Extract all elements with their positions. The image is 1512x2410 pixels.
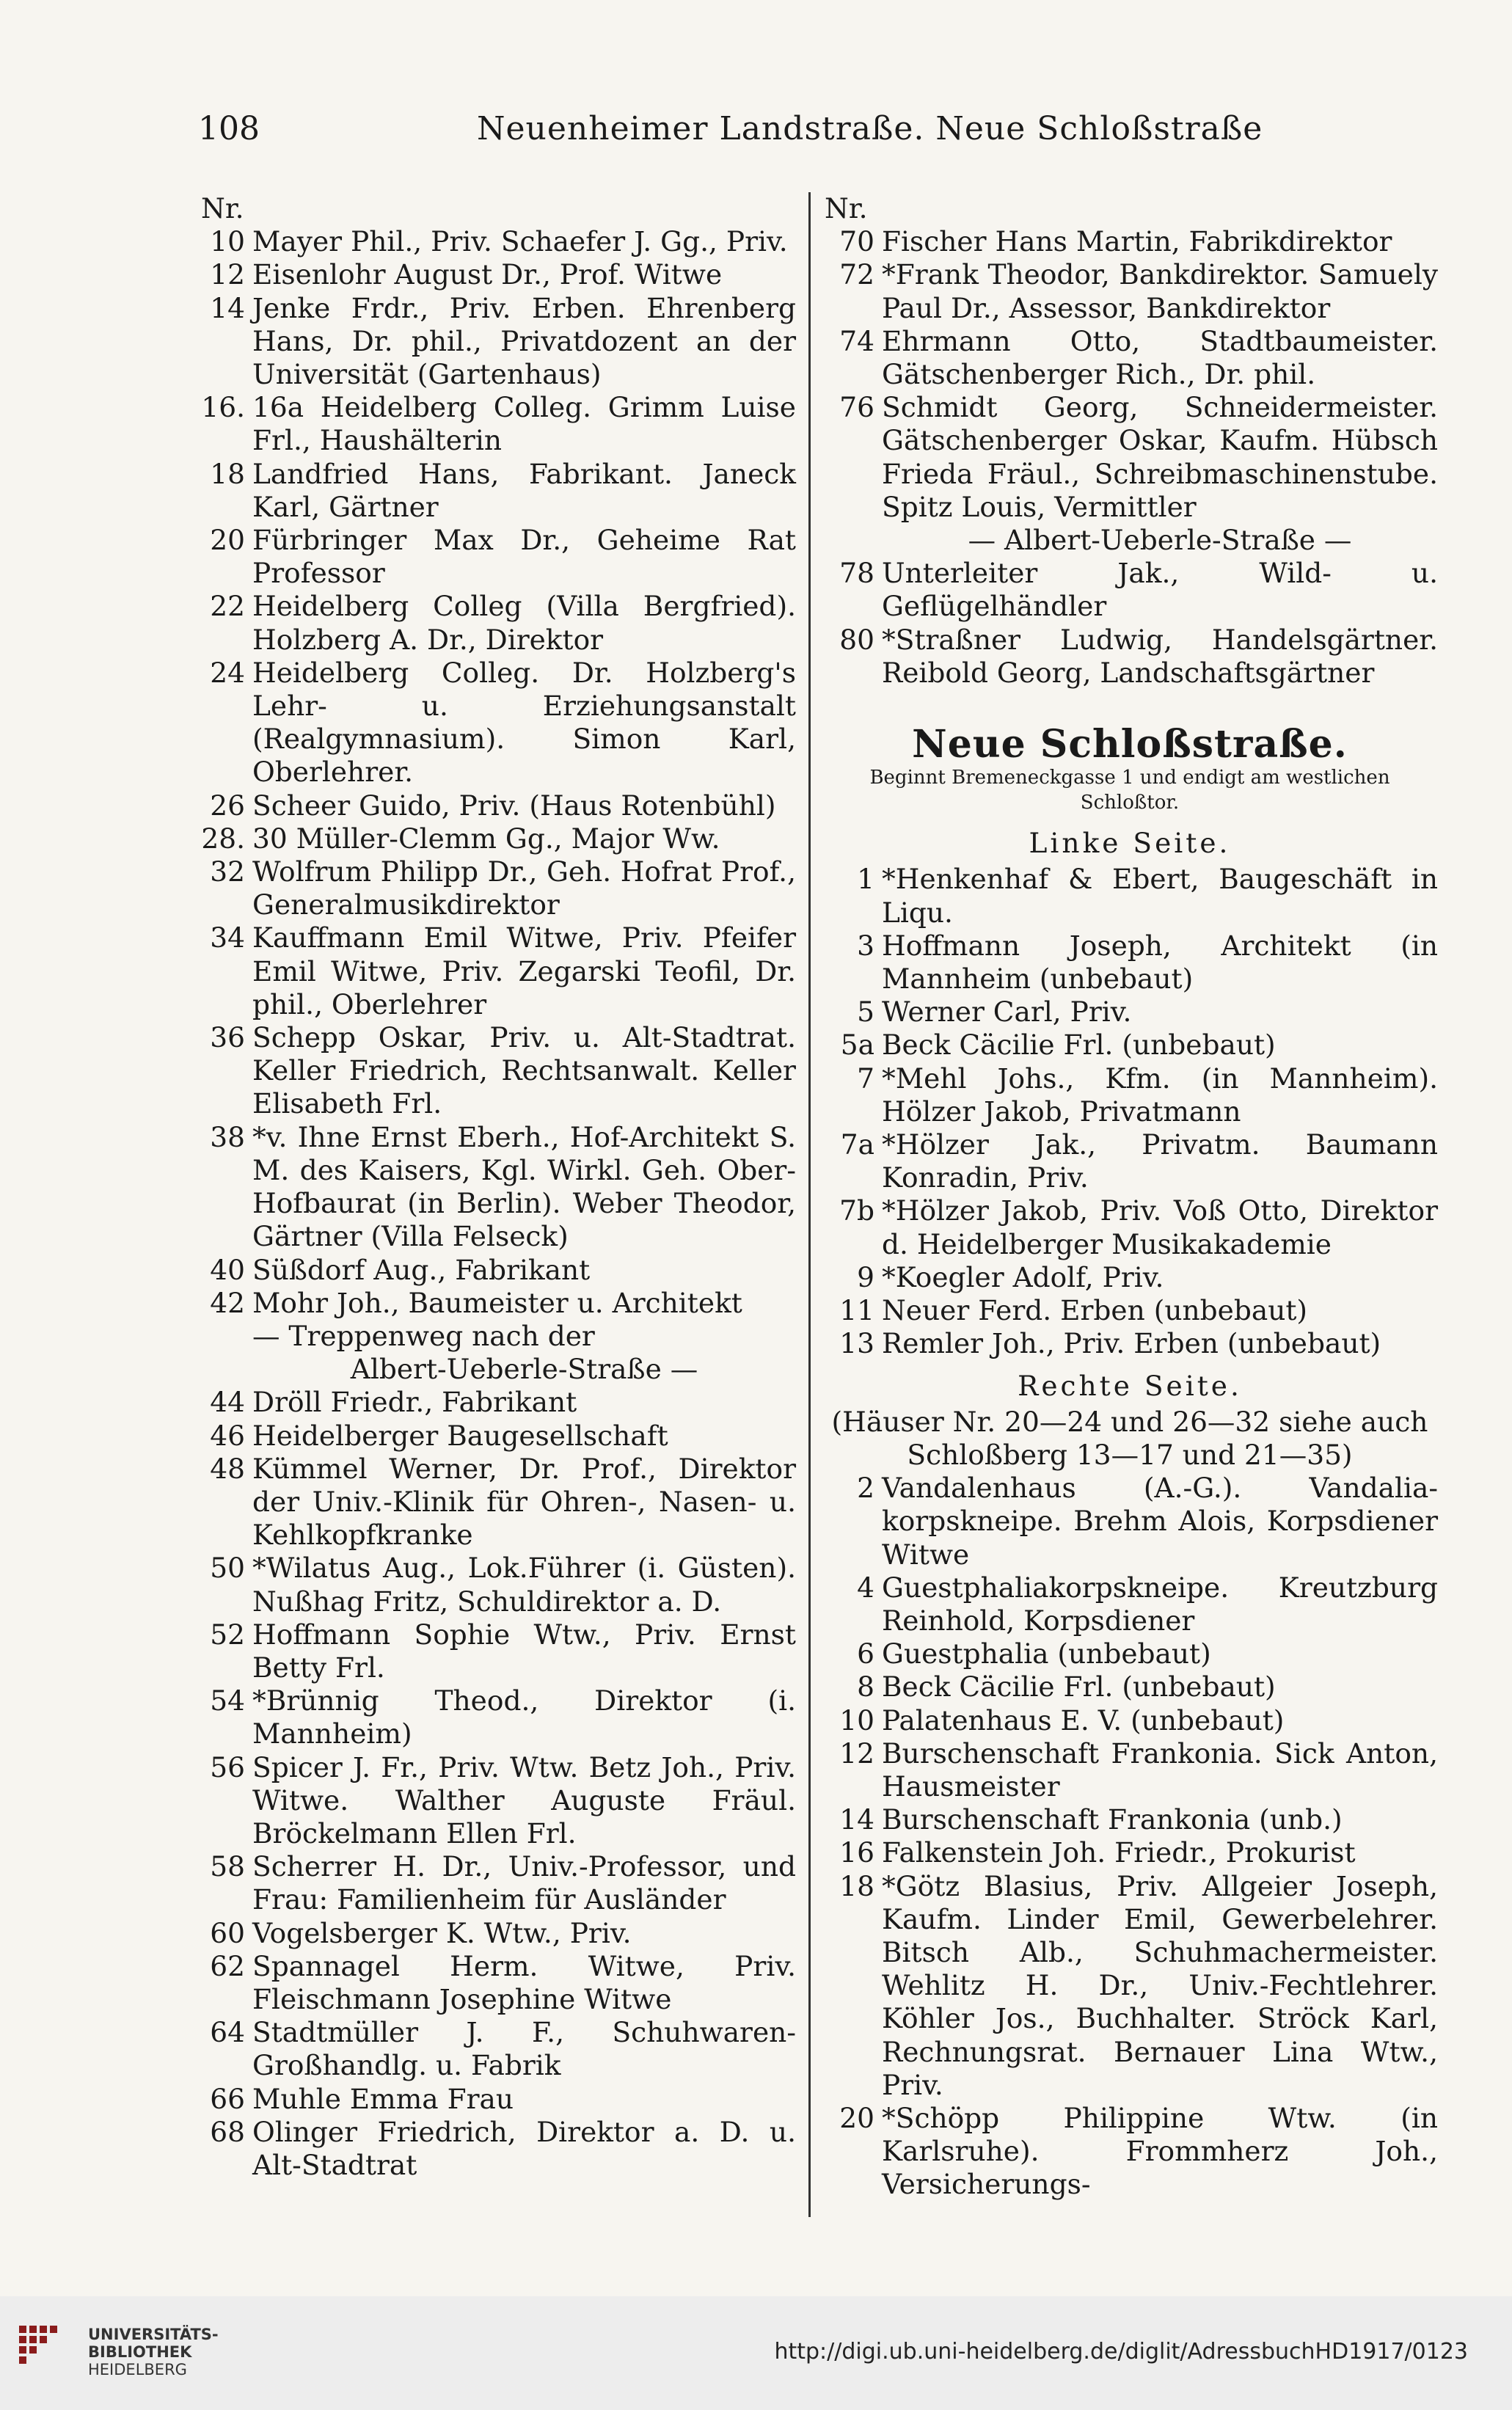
house-number: 68 <box>210 2115 245 2148</box>
list-item <box>198 1850 796 1916</box>
list-item <box>822 1704 1438 1737</box>
resident-text: Schepp Oskar, Priv. u. Alt-Stadtrat. Keller Friedrich, Rechtsanwalt. Keller Elisabeth Frl. <box>252 1021 796 1120</box>
column-divider <box>808 192 811 2217</box>
resident-text: Stadtmüller J. F., Schuhwaren-Großhandlg. u. Fabrik <box>252 2016 796 2082</box>
list-item <box>198 2016 796 2082</box>
house-number: 5 <box>857 996 874 1029</box>
list-item <box>198 258 796 291</box>
resident-text: Falkenstein Joh. Friedr., Prokurist <box>882 1836 1356 1869</box>
list-item <box>822 996 1438 1029</box>
house-number: 64 <box>210 2016 245 2049</box>
resident-text: *Wilatus Aug., Lok.Führer (i. Güsten). Nußhag Fritz, Schuldirektor a. D. <box>252 1552 796 1618</box>
house-number: 80 <box>839 623 874 656</box>
list-item <box>198 1386 796 1419</box>
resident-text: — Treppenweg nach der <box>252 1319 595 1352</box>
resident-text: Beck Cäcilie Frl. (unbebaut) <box>882 1029 1276 1062</box>
house-number: 16 <box>839 1836 874 1869</box>
resident-text: Heidelberger Baugesellschaft <box>252 1419 668 1452</box>
list-item <box>198 1353 796 1386</box>
house-number: 10 <box>839 1704 874 1737</box>
resident-text: Mayer Phil., Priv. Schaefer J. Gg., Priv. <box>252 225 788 258</box>
house-number: 58 <box>210 1850 245 1883</box>
resident-text: Landfried Hans, Fabrikant. Janeck Karl, Gärtner <box>252 457 796 523</box>
house-number: 36 <box>210 1021 245 1054</box>
right-entry-list <box>822 225 1438 690</box>
library-logo-icon <box>19 2326 78 2384</box>
house-number: 13 <box>839 1327 874 1360</box>
nr-heading: Nr. <box>825 192 868 224</box>
resident-text: Albert-Ueberle-Straße — <box>350 1353 698 1386</box>
house-number: 26 <box>210 789 245 822</box>
house-number: 16. <box>201 391 245 424</box>
house-number: 72 <box>839 258 874 291</box>
house-number: 74 <box>839 324 874 357</box>
resident-text: Guestphaliakorpskneipe. Kreutzburg Reinhold, Korpsdiener <box>882 1571 1438 1637</box>
resident-text: Kauffmann Emil Witwe, Priv. Pfeifer Emil Witwe, Priv. Zegarski Teofil, Dr. phil., Oberlehrer <box>252 921 796 1020</box>
left-side-entry-list <box>822 863 1438 1360</box>
resident-text: Remler Joh., Priv. Erben (unbebaut) <box>882 1327 1381 1360</box>
right-side-note: (Häuser Nr. 20—24 und 26—32 siehe auch Schloßberg 13—17 und 21—35) <box>831 1405 1428 1471</box>
resident-text: Ehrmann Otto, Stadtbaumeister. Gätschenberger Rich., Dr. phil. <box>882 324 1438 391</box>
house-number: 7 <box>857 1062 874 1095</box>
resident-text: *Schöpp Philippine Wtw. (in Karlsruhe). Frommherz Joh., Versicherungs- <box>882 2101 1438 2201</box>
resident-text: — Albert-Ueberle-Straße — <box>968 524 1352 557</box>
resident-text: *Henkenhaf & Ebert, Baugeschäft in Liqu. <box>882 863 1438 929</box>
house-number: 14 <box>210 291 245 324</box>
house-number: 62 <box>210 1949 245 1982</box>
house-number <box>822 524 882 557</box>
resident-text: Muhle Emma Frau <box>252 2082 514 2115</box>
list-item <box>198 1121 796 1254</box>
house-number: 32 <box>210 855 245 888</box>
list-item <box>822 1571 1438 1637</box>
list-item <box>822 391 1438 524</box>
list-item <box>822 1294 1438 1327</box>
resident-text: Scheer Guido, Priv. (Haus Rotenbühl) <box>252 789 776 822</box>
list-item <box>198 789 796 822</box>
list-item <box>822 1261 1438 1294</box>
resident-text: Vogelsberger K. Wtw., Priv. <box>252 1916 632 1949</box>
house-number: 76 <box>839 391 874 424</box>
house-number <box>198 1353 252 1386</box>
list-item <box>822 1062 1438 1128</box>
resident-text: Werner Carl, Priv. <box>882 996 1132 1029</box>
house-number: 70 <box>839 225 874 258</box>
list-item <box>198 1552 796 1618</box>
resident-text: Heidelberg Colleg (Villa Bergfried). Holzberg A. Dr., Direktor <box>252 590 796 656</box>
house-number: 22 <box>210 590 245 623</box>
house-number: 1 <box>857 863 874 896</box>
resident-text: Unterleiter Jak., Wild- u. Geflügelhändler <box>882 557 1438 623</box>
house-number: 54 <box>210 1684 245 1717</box>
list-item <box>822 2102 1438 2202</box>
resident-text: Palatenhaus E. V. (unbebaut) <box>882 1704 1285 1737</box>
list-item <box>822 1472 1438 1571</box>
list-item <box>822 930 1438 996</box>
house-number: 78 <box>839 557 874 590</box>
resident-text: Neuer Ferd. Erben (unbebaut) <box>882 1294 1308 1327</box>
resident-text: Heidelberg Colleg. Dr. Holzberg's Lehr- u. Erziehungsanstalt (Realgymnasium). Simon Karl, Oberlehrer. <box>252 656 796 789</box>
list-item <box>198 391 796 457</box>
house-number: 12 <box>839 1737 874 1770</box>
list-item <box>198 657 796 789</box>
right-side-heading: Rechte Seite. <box>1018 1369 1242 1402</box>
resident-text: Olinger Friedrich, Direktor a. D. u. Alt-Stadtrat <box>252 2115 796 2181</box>
list-item <box>198 1287 796 1320</box>
house-number: 5a <box>840 1029 874 1062</box>
house-number: 34 <box>210 921 245 954</box>
list-item <box>198 1254 796 1287</box>
house-number: 2 <box>857 1472 874 1505</box>
resident-text: *Götz Blasius, Priv. Allgeier Joseph, Kaufm. Linder Emil, Gewerbelehrer. Bitsch Alb., Schuhmachermeister. Wehlitz H. Dr., Univ.-Fechtlehrer. Köhler Jos., Buchhalter. Ströck Karl, Rechnungsrat. Bernauer Lina Wtw., Priv. <box>882 1869 1438 2101</box>
resident-text: Beck Cäcilie Frl. (unbebaut) <box>882 1670 1276 1704</box>
list-item <box>822 1128 1438 1194</box>
resident-text: Burschenschaft Frankonia. Sick Anton, Hausmeister <box>882 1737 1438 1803</box>
nr-heading: Nr. <box>201 192 244 224</box>
list-item <box>198 1950 796 2016</box>
resident-text: 16a Heidelberg Colleg. Grimm Luise Frl., Haushälterin <box>252 391 796 457</box>
resident-text: Süßdorf Aug., Fabrikant <box>252 1253 591 1286</box>
resident-text: *Hölzer Jak., Privatm. Baumann Konradin, Priv. <box>882 1128 1438 1194</box>
right-column <box>822 192 1438 2202</box>
running-title: Neuenheimer Landstraße. Neue Schloßstraße <box>477 110 1263 147</box>
list-item <box>198 458 796 524</box>
list-item <box>198 1751 796 1851</box>
list-item <box>822 1737 1438 1803</box>
list-item <box>198 1021 796 1121</box>
house-number: 48 <box>210 1452 245 1485</box>
resident-text: Eisenlohr August Dr., Prof. Witwe <box>252 258 723 291</box>
house-number: 6 <box>857 1637 874 1670</box>
house-number: 8 <box>857 1670 874 1704</box>
left-column <box>198 192 796 2182</box>
list-item <box>822 524 1438 557</box>
house-number: 11 <box>839 1294 874 1327</box>
house-number: 7a <box>840 1128 874 1161</box>
list-item <box>198 590 796 656</box>
left-side-heading: Linke Seite. <box>1029 827 1231 860</box>
house-number: 18 <box>210 457 245 490</box>
list-item <box>822 1194 1438 1260</box>
list-item <box>198 1684 796 1750</box>
list-item <box>822 325 1438 391</box>
list-item <box>198 2116 796 2182</box>
house-number: 46 <box>210 1419 245 1452</box>
list-item <box>198 822 796 855</box>
resident-text: Schmidt Georg, Schneidermeister. Gätschenberger Oskar, Kaufm. Hübsch Frieda Fräul., Schreibmaschinenstube. Spitz Louis, Vermittler <box>882 391 1438 523</box>
page-number: 108 <box>198 110 260 147</box>
house-number: 9 <box>857 1260 874 1293</box>
section-title: Neue Schloßstraße. <box>912 722 1348 767</box>
list-item <box>822 1327 1438 1360</box>
resident-text: Fürbringer Max Dr., Geheime Rat Professor <box>252 524 796 590</box>
left-entry-list <box>198 225 796 2182</box>
resident-text: Jenke Frdr., Priv. Erben. Ehrenberg Hans, Dr. phil., Privatdozent an der Universität (Gartenhaus) <box>252 291 796 391</box>
list-item <box>198 292 796 392</box>
house-number: 7b <box>839 1194 874 1227</box>
resident-text: Kümmel Werner, Dr. Prof., Direktor der Univ.-Klinik für Ohren-, Nasen- u. Kehlkopfkranke <box>252 1452 796 1552</box>
house-number: 18 <box>839 1869 874 1902</box>
list-item <box>822 1836 1438 1869</box>
list-item <box>822 624 1438 690</box>
house-number: 38 <box>210 1120 245 1153</box>
resident-text: Wolfrum Philipp Dr., Geh. Hofrat Prof., Generalmusikdirektor <box>252 855 796 921</box>
resident-text: Mohr Joh., Baumeister u. Architekt <box>252 1286 742 1319</box>
list-item <box>822 1670 1438 1704</box>
resident-text: Hoffmann Joseph, Architekt (in Mannheim (unbebaut) <box>882 929 1438 996</box>
house-number: 14 <box>839 1803 874 1836</box>
resident-text: 30 Müller-Clemm Gg., Major Ww. <box>252 822 720 855</box>
house-number: 3 <box>857 929 874 962</box>
house-number: 50 <box>210 1552 245 1585</box>
list-item <box>822 1029 1438 1062</box>
section-subtitle: Beginnt Bremeneckgasse 1 und endigt am westlichen Schloßtor. <box>869 767 1390 814</box>
library-name: UNIVERSITÄTS- BIBLIOTHEK HEIDELBERG <box>88 2326 219 2378</box>
house-number: 12 <box>210 258 245 291</box>
list-item <box>198 921 796 1021</box>
list-item <box>198 1320 796 1353</box>
list-item <box>198 1453 796 1552</box>
house-number: 52 <box>210 1618 245 1651</box>
list-item <box>198 1618 796 1684</box>
resident-text: *Brünnig Theod., Direktor (i. Mannheim) <box>252 1684 796 1750</box>
resident-text: Hoffmann Sophie Wtw., Priv. Ernst Betty Frl. <box>252 1618 796 1684</box>
house-number: 66 <box>210 2082 245 2115</box>
resident-text: *v. Ihne Ernst Eberh., Hof-Architekt S. M. des Kaisers, Kgl. Wirkl. Geh. Ober-Hofbaurat (in Berlin). Weber Theodor, Gärtner (Villa Felseck) <box>252 1120 796 1253</box>
resident-text: Dröll Friedr., Fabrikant <box>252 1386 577 1419</box>
house-number: 60 <box>210 1916 245 1949</box>
list-item <box>198 1917 796 1950</box>
resident-text: Burschenschaft Frankonia (unb.) <box>882 1803 1343 1836</box>
source-url-link[interactable]: http://digi.ub.uni-heidelberg.de/diglit/AdressbuchHD1917/0123 <box>774 2339 1468 2365</box>
list-item <box>822 863 1438 929</box>
right-side-entry-list <box>822 1472 1438 2201</box>
list-item <box>198 2083 796 2116</box>
resident-text: *Frank Theodor, Bankdirektor. Samuely Paul Dr., Assessor, Bankdirektor <box>882 258 1438 324</box>
house-number: 10 <box>210 225 245 258</box>
list-item <box>822 1803 1438 1836</box>
resident-text: *Hölzer Jakob, Priv. Voß Otto, Direktor d. Heidelberger Musikakademie <box>882 1194 1438 1260</box>
list-item <box>822 557 1438 623</box>
list-item <box>198 524 796 590</box>
resident-text: Fischer Hans Martin, Fabrikdirektor <box>882 225 1392 258</box>
resident-text: *Mehl Johs., Kfm. (in Mannheim). Hölzer Jakob, Privatmann <box>882 1062 1438 1128</box>
house-number: 24 <box>210 656 245 689</box>
resident-text: *Straßner Ludwig, Handelsgärtner. Reibold Georg, Landschaftsgärtner <box>882 623 1438 689</box>
house-number: 4 <box>857 1571 874 1604</box>
footer-bar <box>0 2296 1512 2410</box>
list-item <box>822 1870 1438 2102</box>
resident-text: Spicer J. Fr., Priv. Wtw. Betz Joh., Priv. Witwe. Walther Auguste Fräul. Bröckelmann Ellen Frl. <box>252 1750 796 1850</box>
list-item <box>822 1637 1438 1670</box>
resident-text: *Koegler Adolf, Priv. <box>882 1260 1164 1293</box>
house-number: 20 <box>210 524 245 557</box>
house-number: 20 <box>839 2101 874 2134</box>
house-number: 44 <box>210 1386 245 1419</box>
resident-text: Vandalenhaus (A.-G.). Vandalia-korpskneipe. Brehm Alois, Korpsdiener Witwe <box>882 1472 1438 1571</box>
list-item <box>198 1420 796 1453</box>
house-number: 42 <box>210 1286 245 1319</box>
resident-text: Spannagel Herm. Witwe, Priv. Fleischmann Josephine Witwe <box>252 1949 796 2015</box>
house-number <box>198 1320 252 1353</box>
list-item <box>822 225 1438 258</box>
list-item <box>198 225 796 258</box>
resident-text: Scherrer H. Dr., Univ.-Professor, und Frau: Familienheim für Ausländer <box>252 1850 796 1916</box>
resident-text: Guestphalia (unbebaut) <box>882 1637 1211 1670</box>
list-item <box>198 855 796 921</box>
house-number: 28. <box>201 822 245 855</box>
house-number: 56 <box>210 1750 245 1783</box>
page-header <box>198 110 1314 161</box>
list-item <box>822 258 1438 324</box>
house-number: 40 <box>210 1253 245 1286</box>
